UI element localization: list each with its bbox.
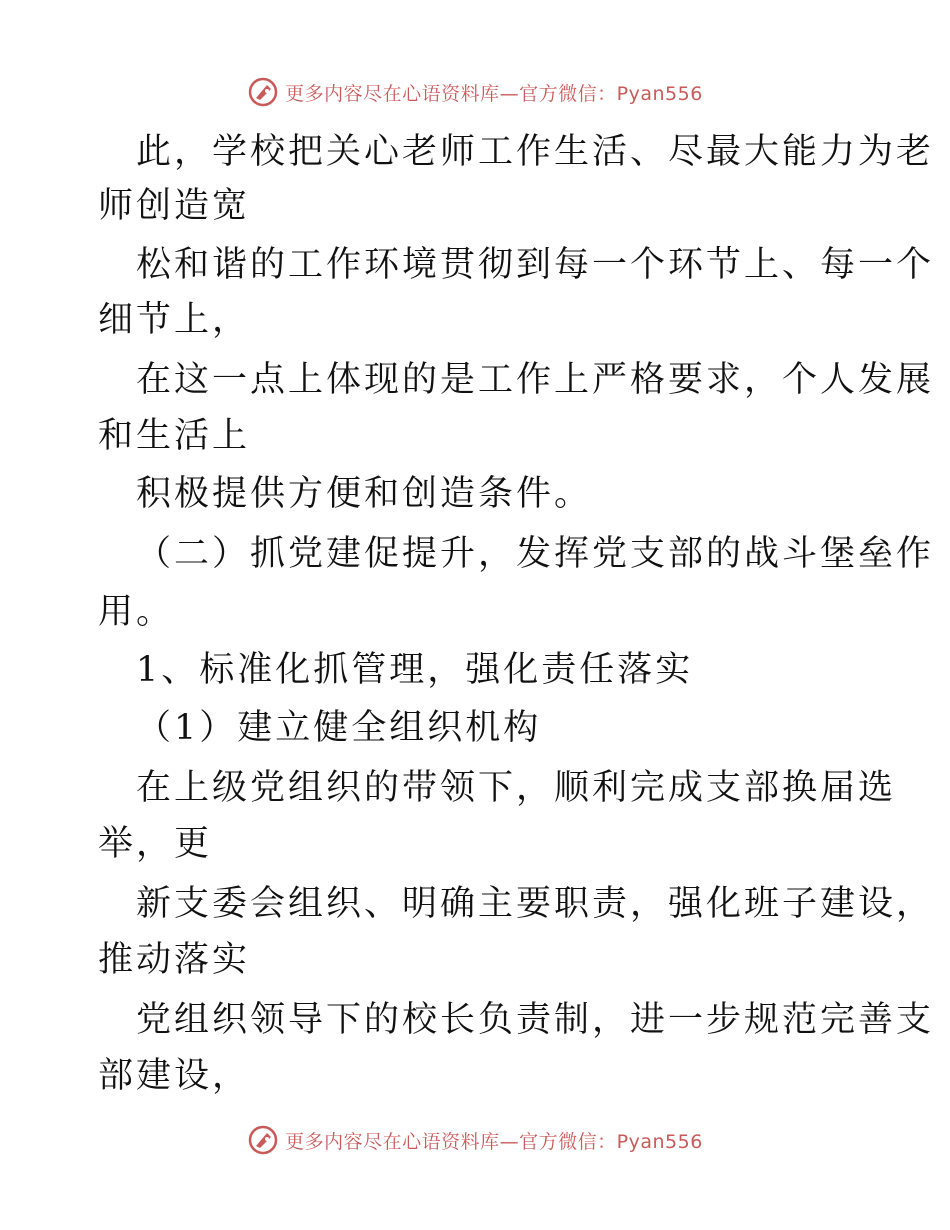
paragraph-line: 在上级党组织的带领下，顺利完成支部换届选 — [136, 768, 897, 808]
subsection-heading: （1）建立健全组织机构 — [136, 708, 542, 748]
watermark-group — [247, 76, 703, 108]
subsection-heading: 1、标准化抓管理，强化责任落实 — [136, 650, 694, 690]
watermark-group — [247, 1124, 703, 1156]
paragraph-line: 新支委会组织、明确主要职责，强化班子建设， — [136, 884, 935, 924]
paragraph-line: 推动落实 — [98, 940, 251, 980]
paragraph-line: 积极提供方便和创造条件。 — [136, 474, 593, 514]
paragraph-line: 和生活上 — [98, 416, 251, 456]
header-watermark — [0, 72, 950, 112]
paragraph-line: 在这一点上体现的是工作上严格要求，个人发展 — [136, 360, 935, 400]
paragraph-line: 举，更 — [98, 824, 213, 864]
paragraph-line: 师创造宽 — [98, 186, 251, 226]
section-heading: （二）抓党建促提升，发挥党支部的战斗堡垒作 — [136, 534, 935, 574]
paragraph-line: 此，学校把关心老师工作生活、尽最大能力为老 — [136, 132, 935, 172]
paragraph-line: 细节上， — [98, 300, 251, 340]
watermark-text: 更多内容尽在心语资料库—官方微信：Pyan556 — [285, 1130, 703, 1153]
pen-nib-logo-icon — [247, 76, 279, 108]
paragraph-line: 用。 — [98, 592, 175, 632]
footer-watermark — [0, 1120, 950, 1160]
pen-nib-logo-icon — [247, 1124, 279, 1156]
watermark-text: 更多内容尽在心语资料库—官方微信：Pyan556 — [285, 82, 703, 105]
paragraph-line: 部建设， — [98, 1056, 251, 1096]
paragraph-line: 党组织领导下的校长负责制，进一步规范完善支 — [136, 1000, 935, 1040]
paragraph-line: 松和谐的工作环境贯彻到每一个环节上、每一个 — [136, 245, 935, 285]
